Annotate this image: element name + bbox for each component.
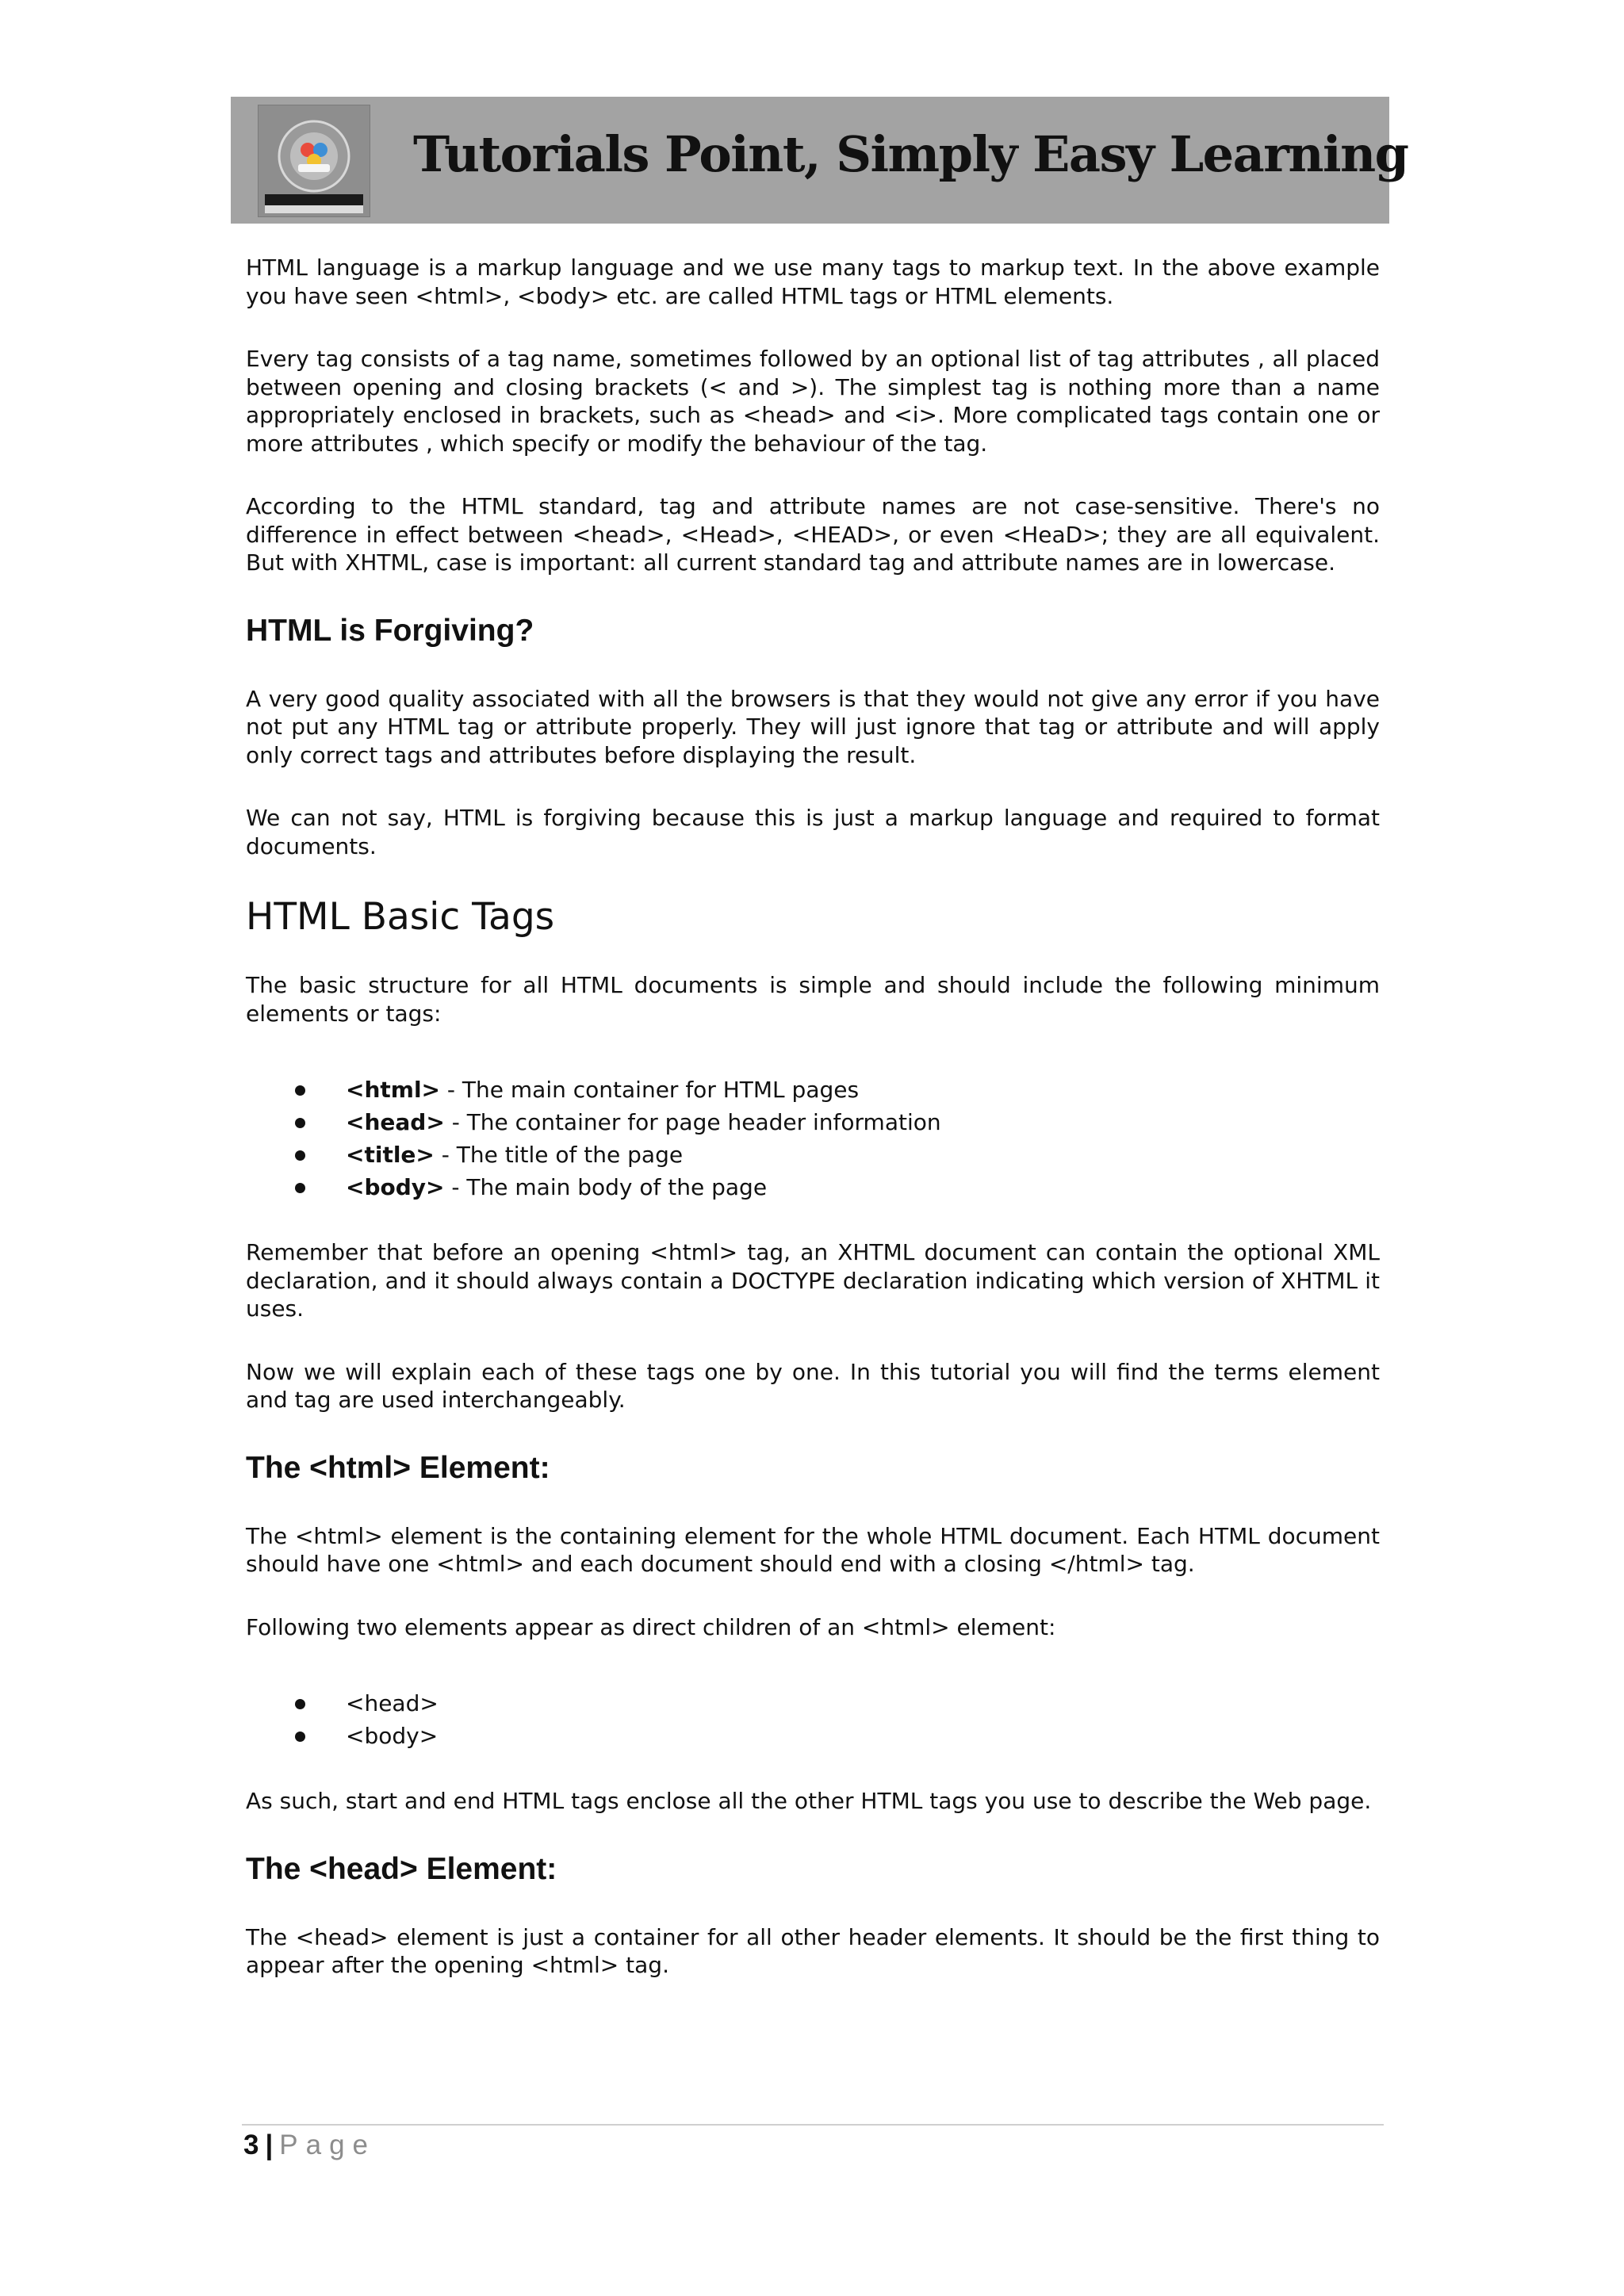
paragraph: We can not say, HTML is forgiving because this is just a markup language and required to format documents. xyxy=(246,805,1380,859)
list-item xyxy=(246,1073,1380,1106)
list-item xyxy=(246,1720,1380,1752)
basic-tags-list xyxy=(246,1073,1380,1203)
tag-name: <body> xyxy=(346,1174,445,1200)
header-title: Tutorials Point, Simply Easy Learning xyxy=(413,125,1408,183)
list-item xyxy=(246,1106,1380,1138)
bullet-icon xyxy=(295,1699,305,1709)
tag-name: <html> xyxy=(346,1077,441,1103)
tag-description: - The main container for HTML pages xyxy=(440,1077,860,1103)
list-item xyxy=(246,1138,1380,1171)
list-item xyxy=(246,1687,1380,1720)
section-heading-forgiving: HTML is Forgiving? xyxy=(246,613,534,648)
tag-name: <title> xyxy=(346,1142,435,1168)
bullet-icon xyxy=(295,1118,305,1128)
paragraph: Remember that before an opening <html> tag, an XHTML document can contain the optional XML declaration, and it should always contain a DOCTYPE declaration indicating which version of XHTML it uses. xyxy=(246,1239,1380,1322)
paragraph: Now we will explain each of these tags one by one. In this tutorial you will find the terms element and tag are used interchangeably. xyxy=(246,1358,1380,1413)
page-content xyxy=(246,254,1380,2015)
tag-description: - The title of the page xyxy=(434,1142,684,1168)
child-tag: <body> xyxy=(346,1723,439,1749)
logo-graphic xyxy=(259,105,370,216)
paragraph: According to the HTML standard, tag and attribute names are not case-sensitive. There's no difference in effect between <head>, <Head>, <HEAD>, or even <HeaD>; they are all equivalent. But with XHTML, case is important: all current standard tag and attribute names are in lowercase. xyxy=(246,493,1380,576)
paragraph: A very good quality associated with all the browsers is that they would not give any error if you have not put any HTML tag or attribute properly. They will just ignore that tag or attribute and will apply only correct tags and attributes before displaying the result. xyxy=(246,685,1380,768)
footer-separator: | xyxy=(265,2130,274,2160)
tag-description: - The container for page header information xyxy=(444,1109,941,1135)
header-banner xyxy=(231,97,1408,224)
tag-description: - The main body of the page xyxy=(444,1174,768,1200)
paragraph: Every tag consists of a tag name, sometimes followed by an optional list of tag attributes , all placed between opening and closing brackets (< and >). The simplest tag is nothing more than a name appropriately enclosed in brackets, such as <head> and <i>. More complicated tags contain one or more attributes , which specify or modify the behaviour of the tag. xyxy=(246,346,1380,457)
page-number: 3 xyxy=(243,2130,259,2160)
footer-divider xyxy=(242,2124,1384,2126)
paragraph: HTML language is a markup language and we use many tags to markup text. In the above example you have seen <html>, <body> etc. are called HTML tags or HTML elements. xyxy=(246,254,1380,309)
tag-name: <head> xyxy=(346,1109,445,1135)
child-tag: <head> xyxy=(346,1690,439,1716)
paragraph: The basic structure for all HTML documents is simple and should include the following minimum elements or tags: xyxy=(246,972,1380,1027)
paragraph: Following two elements appear as direct children of an <html> element: xyxy=(246,1613,1056,1640)
section-heading-basic-tags: HTML Basic Tags xyxy=(246,895,555,939)
bullet-icon xyxy=(295,1085,305,1096)
paragraph: The <head> element is just a container for all other header elements. It should be the first thing to appear after the opening <html> tag. xyxy=(246,1923,1380,1978)
page-footer xyxy=(243,2130,376,2161)
bullet-icon xyxy=(295,1150,305,1161)
page-label: Page xyxy=(279,2130,377,2160)
paragraph: As such, start and end HTML tags enclose all the other HTML tags you use to describe the Web page. xyxy=(246,1788,1372,1814)
paragraph: The <html> element is the containing element for the whole HTML document. Each HTML document should have one <html> and each document should end with a closing </html> tag. xyxy=(246,1522,1380,1577)
tutorials-point-logo xyxy=(258,105,370,217)
list-item xyxy=(246,1171,1380,1203)
bullet-icon xyxy=(295,1183,305,1193)
html-children-list xyxy=(246,1687,1380,1752)
section-heading-html-element: The <html> Element: xyxy=(246,1450,550,1485)
section-heading-head-element: The <head> Element: xyxy=(246,1851,557,1886)
bullet-icon xyxy=(295,1732,305,1742)
